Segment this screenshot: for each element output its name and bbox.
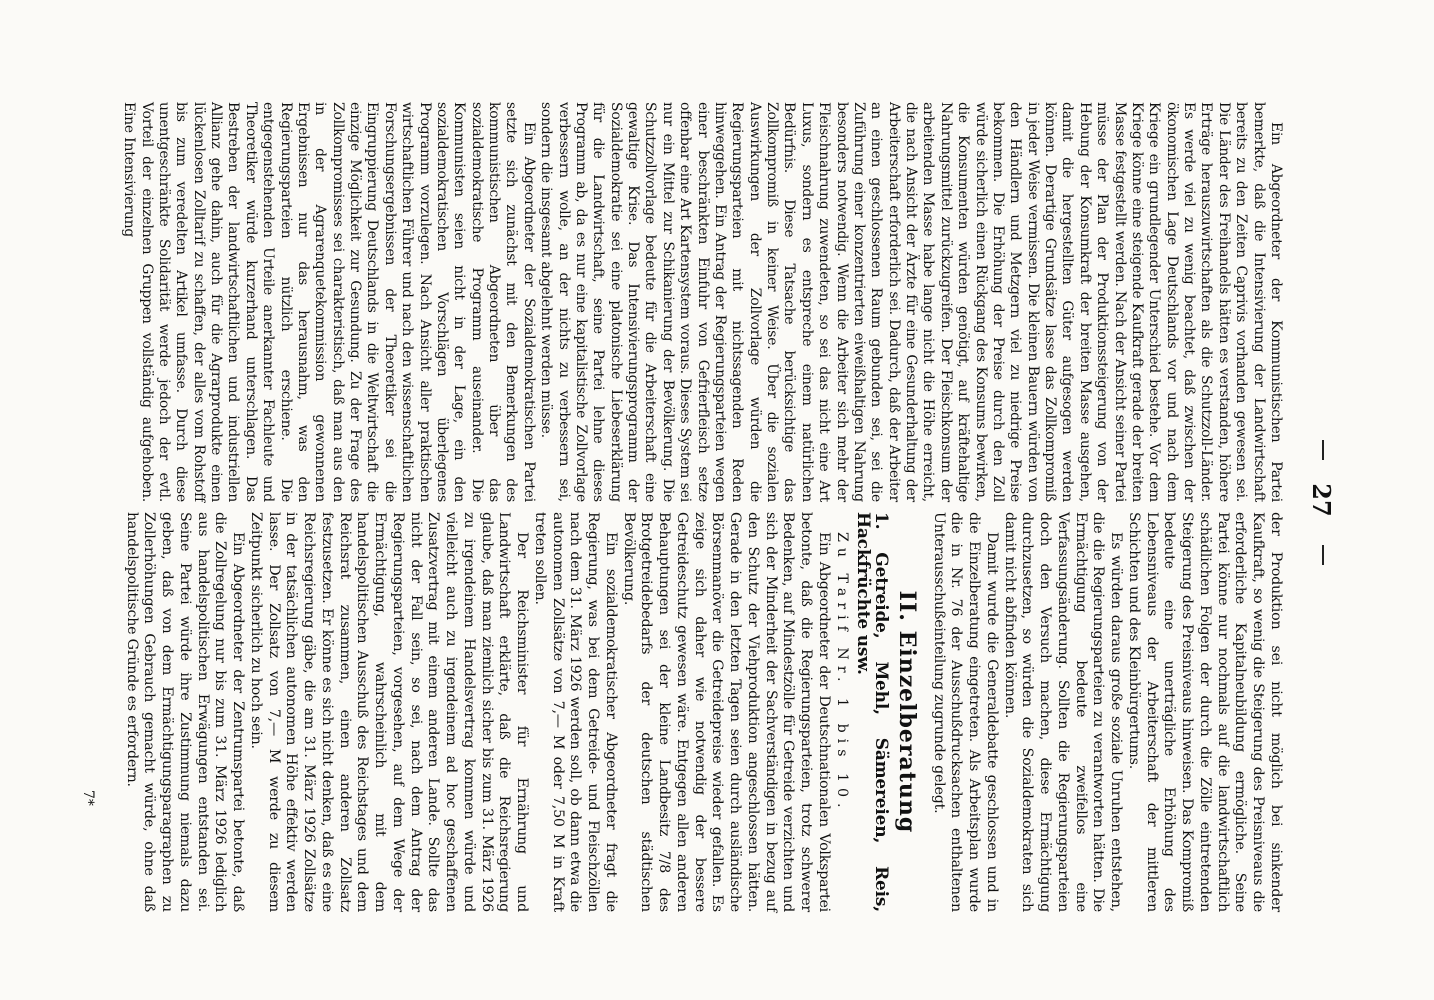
page-number: 27 [1307, 483, 1336, 517]
subsection-title: 1. Getreide, Mehl, Sämereien, Reis, Hackfrüchte usw. [853, 512, 892, 912]
paragraph: der Produktion sei nicht möglich bei sinkender Kaufkraft, so wenig die Steigerung des Preisniveaus die erforderliche Kapitalneubildung ermögliche. Seine Partei könne nur nochmals auf die landwirtschaftlich schädlichen Folgen der durch die Zölle eintretenden Steigerung des Preisniveaus hinweisen. Das Kompromiß bedeute eine unerträgliche Erhöhung des Lebensniveaus der Arbeiterschaft der mittleren Schichten und des Kleinbürgertums. [1126, 512, 1284, 912]
footnote-mark: 7* [80, 790, 96, 806]
tarif-line: Zu Tarif Nr. 1 bis 10. [833, 532, 850, 814]
paragraph: Ein Abgeordneter der Zentrumspartei betonte, daß die Zollregelung nur bis zum 31. März 1926 lediglich aus handelspolitischen Erwägungen entstanden sei. Seine Partei würde ihre Zustimmung niemals dazu geben, daß von dem Ermächtigungsparagraphen zu Zollerhöhungen Gebrauch gemacht würde, ohne daß handelspolitische Gründe es erfordern. [123, 512, 247, 912]
paragraph: Ein sozialdemokratischer Abgeordneter fragt die Regierung, was bei dem Getreide- und Fleischzöllen nach dem 31. März 1926 werden soll, ob dann etwa die autonomen Zollsätze von 7,— M oder 7,50 M in Kraft treten sollen. [532, 512, 619, 912]
section-title: II. Einzelberatung [894, 590, 920, 834]
paragraph: Es würden daraus große soziale Unruhen entstehen, die die Regierungsparteien zu verantworten hätten. Die Ermächtigung bedeute zweifellos eine Verfassungsänderung. Sollten die Regierungsparteien doch den Versuch machen, diese Ermächtigung durchzusetzen, so würden die Sozialdemokraten sich damit nicht abfinden können. [1001, 512, 1125, 912]
paragraph: Der Reichsminister für Ernährung und Landwirtschaft erklärte, daß die Reichsregierung glaube, daß man ziemlich sicher bis zum 31. März 1926 zu irgendeinem Handelsvertrag kommen würde und vielleicht auch zu irgendeinem ad hoc geschaffenen Zusatzvertrag mit einem anderen Lande. Sollte das nicht der Fall sein, so sei, nach dem Antrag der Regierungsparteien, vorgesehen, auf dem Wege der Ermächtigung, wahrscheinlich mit dem handelspolitischen Ausschuß des Reichstages und dem Reichsrat zusammen, einen anderen Zollsatz festzusetzen. Er könne es sich nicht denken, daß es eine Reichsregierung gäbe, die am 31. März 1926 Zollsätze in der tatsächlichen autonomen Höhe effektiv werden lasse. Der Zollsatz von 7,— M werde zu diesem Zeitpunkt sicherlich zu hoch sein. [248, 512, 531, 912]
paragraph: Ein Abgeordneter der Deutschnationalen Volkspartei betonte, daß die Regierungsparteien, trotz schwerer Bedenken, auf Mindestzölle für Getreide verzichten und sich der Minderheit der Sachverständigen in bezug auf den Schutz der Viehproduktion angeschlossen hätten. Gerade in den letzten Tagen seien durch ausländische Börsenmanöver die Getreidepreise wieder gefallen. Es zeige sich daher wie notwendig der bessere Getreideschutz gewesen wäre. Entgegen allen anderen Behauptungen sei der kleine Landbesitz 7/8 des Brotgetreidebedarfs der deutschen städtischen Bevölkerung. [620, 512, 832, 912]
paragraph: Ein Abgeordneter der Sozialdemokratischen Partei setzte sich zunächst mit den Bemerkungen des kommunistischen Abgeordneten über das sozialdemokratische Programm auseinander. Die Kommunisten seien nicht in der Lage, ein den sozialdemokratischen Vorschlägen überlegenes Programm vorzulegen. Nach Ansicht aller praktischen wirtschaftlichen Führer und nach den wissenschaftlichen Forschungsergebnissen der Theoretiker sei die Eingruppierung Deutschlands in die Weltwirtschaft die einzige Möglichkeit zur Gesundung. Zu der Frage des Zollkompromisses sei charakteristisch, daß man aus den in der Agrarenquetekommission gewonnenen Ergebnissen nur das herausnahm, was den Regierungsparteien nützlich erschiene. Die entgegenstehenden Urteile anerkannter Fachleute und Theoretiker würde kurzerhand unterschlagen. Das Bestreben der landwirtschaftlichen und industriellen Allianz gehe dahin, auch für die Agrarprodukte einen lückenlosen Zolltarif zu schaffen, der alles vom Rohstoff bis zum veredelten Artikel umfasse. Durch diese unentgeschränkte Solidarität werde jedoch der evtl. Vorteil der einzelnen Gruppen vollständig aufgehoben. Eine Intensivierung [121, 102, 537, 502]
paragraph: Ein Abgeordneter der Kommunistischen Partei bemerkte, daß die Intensivierung der Landwirtschaft bereits zu den Zeiten Caprivis vorhanden gewesen sei. Die Länder des Freihandels hätten es verstanden, höhere Erträge herauszuwirtschaften als die Schutzzoll-Länder. Es werde viel zu wenig beachtet, daß zwischen der ökonomischen Lage Deutschlands vor und nach dem Kriege ein grundlegender Unterschied bestehe. Vor dem Kriege könne eine steigende Kaufkraft gerade der breiten Masse festgestellt werden. Nach der Ansicht seiner Partei müsse der Plan der Produktionssteigerung von der Hebung der Konsumkraft der breiten Masse ausgehen, damit die hergestellten Güter aufgesogen werden können. Derartige Grundsätze lasse das Zollkompromiß in jeder Weise vermissen. Die kleinen Bauern würden von den Händlern und Metzgern viel zu niedrige Preise bekommen. Die Erhöhung der Preise durch den Zoll würde sicherlich einen Rückgang des Konsums bewirken, die Konsumenten würden genötigt, auf kräftehaltige Nahrungsmittel zurückzugreifen. Der Fleischkonsum der arbeitenden Masse habe lange nicht die Höhe erreicht, die nach Ansicht der Ärzte für eine Gesunderhaltung der Arbeiterschaft erforderlich sei. Dadurch, daß der Arbeiter an einen geschlossenen Raum gebunden sei, sei die Zuführung einer konzentrierten eiweißhaltigen Nahrung besonders notwendig. Wenn die Arbeiter sich mehr der Fleischnahrung zuwendeten, so sei das nicht eine Art Luxus, sondern es entspreche einem natürlichen Bedürfnis. Diese Tatsache berücksichtige das Zollkompromiß in keiner Weise. Über die sozialen Auswirkungen der Zollvorlage würden die Regierungsparteien mit nichtssagenden Reden hinweggehen. Ein Antrag der Regierungsparteien wegen einer beschränkten Einfuhr von Gefrierfleisch setze offenbar eine Art Kartensystem voraus. Dieses System sei nur ein Mittel zur Schikanierung der Bevölkerung. Die Schutzzollvorlage bedeute für die Arbeiterschaft eine gewaltige Krise. Das Intensivierungsprogramm der Sozialdemokratie sei eine platonische Liebeserklärung für die Landwirtschaft, seine Partei lehne dieses Programm ab, da es nur eine kapitalistische Zollvorlage verbessern wolle, an der nichts zu verbessern sei, sondern die insgesamt abgelehnt werden müsse. [538, 102, 1284, 502]
left-column [120, 102, 1284, 502]
paragraph: Damit wurde die Generaldebatte geschlossen und in die Einzelberatung eingetreten. Als Arbeitsplan wurde die in Nr. 76 der Ausschußdrucksachen enthaltenen Unterausschußeinteilung zugrunde gelegt. [930, 512, 1000, 912]
right-column [122, 512, 1284, 912]
page-number-dash-left [1322, 440, 1324, 460]
page-number-dash-right [1322, 545, 1324, 565]
